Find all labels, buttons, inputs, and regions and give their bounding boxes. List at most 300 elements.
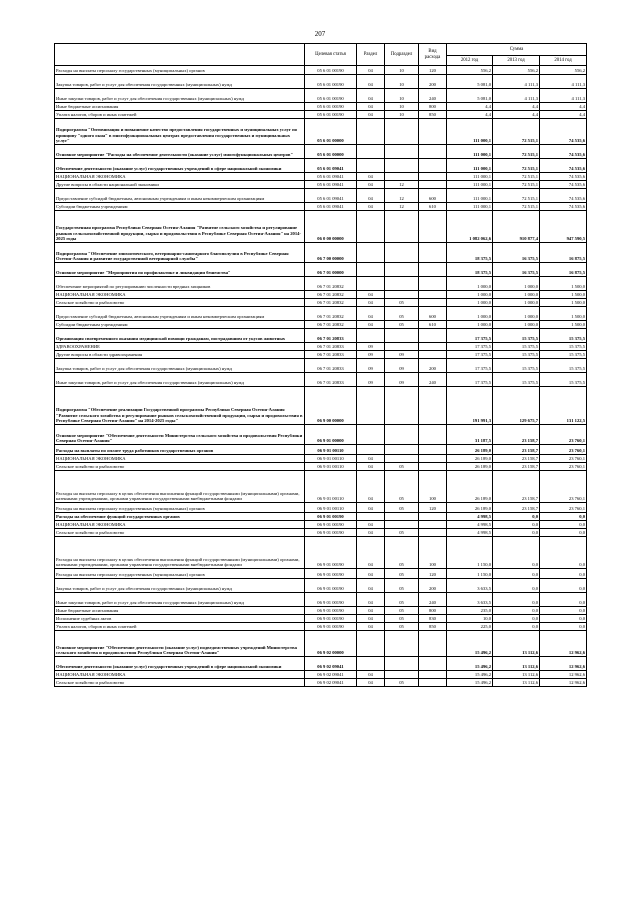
row-sum-2012: 5 081,0 — [447, 75, 493, 89]
row-sum-2012: 1 150,0 — [447, 537, 493, 569]
row-expense-type: 240 — [419, 89, 447, 103]
row-target: 06 9 00 00000 — [305, 387, 357, 425]
row-expense-type — [419, 211, 447, 243]
row-expense-type — [419, 631, 447, 657]
row-sum-2014: 15 375,5 — [540, 373, 587, 387]
row-name: Расходы на выплаты по оплате труда работников государственных органов — [55, 445, 305, 455]
row-name: Уплата налогов, сборов и иных платежей — [55, 623, 305, 631]
row-expense-type: 850 — [419, 623, 447, 631]
row-section: 04 — [357, 623, 385, 631]
row-section — [357, 329, 385, 343]
table-row — [55, 66, 587, 75]
row-section: 04 — [357, 203, 385, 211]
row-section — [357, 387, 385, 425]
row-name: Другие вопросы в области национальной экономики — [55, 181, 305, 189]
row-section: 04 — [357, 521, 385, 529]
row-sum-2013: 13 112,6 — [493, 631, 540, 657]
row-sum-2014: 74 535,6 — [540, 203, 587, 211]
row-section: 04 — [357, 66, 385, 75]
row-expense-type: 200 — [419, 359, 447, 373]
row-sum-2013: 0,0 — [493, 513, 540, 521]
row-sum-2014: 947 590,5 — [540, 211, 587, 243]
row-expense-type — [419, 671, 447, 679]
row-name: Основное мероприятие "Расходы на обеспечение деятельности (оказание услуг) многофункциональных центров" — [55, 145, 305, 159]
row-sum-2013: 23 158,7 — [493, 455, 540, 463]
table-row — [55, 359, 587, 373]
row-name: Расходы на выплаты персоналу в целях обеспечения выполнения функций государственными (муниципальными) органами, казенными учреждениями, органами управления государственными внебюджетными фондами — [55, 537, 305, 569]
row-section: 04 — [357, 291, 385, 299]
row-name: Сельское хозяйство и рыболовство — [55, 463, 305, 471]
row-sum-2013: 556,2 — [493, 66, 540, 75]
row-section: 04 — [357, 579, 385, 593]
table-row — [55, 513, 587, 521]
row-target: 06 7 01 20832 — [305, 321, 357, 329]
row-target: 06 7 01 00000 — [305, 263, 357, 277]
row-subsection: 09 — [385, 351, 419, 359]
header-section: Раздел — [357, 44, 385, 66]
row-sum-2014: 74 535,6 — [540, 119, 587, 145]
row-name: НАЦИОНАЛЬНАЯ ЭКОНОМИКА — [55, 455, 305, 463]
row-sum-2013: 4,4 — [493, 103, 540, 111]
row-name: НАЦИОНАЛЬНАЯ ЭКОНОМИКА — [55, 291, 305, 299]
row-expense-type: 120 — [419, 66, 447, 75]
row-section: 04 — [357, 181, 385, 189]
table-row — [55, 89, 587, 103]
row-section: 04 — [357, 569, 385, 579]
row-target: 06 9 01 00110 — [305, 463, 357, 471]
row-expense-type — [419, 159, 447, 173]
row-target: 06 7 01 20833 — [305, 373, 357, 387]
row-section — [357, 159, 385, 173]
table-row — [55, 111, 587, 119]
row-section: 04 — [357, 463, 385, 471]
row-expense-type — [419, 291, 447, 299]
table-row — [55, 119, 587, 145]
row-expense-type: 120 — [419, 503, 447, 513]
row-section: 04 — [357, 537, 385, 569]
row-expense-type: 610 — [419, 203, 447, 211]
table-row — [55, 623, 587, 631]
row-sum-2012: 17 375,5 — [447, 343, 493, 351]
row-name: Иные бюджетные ассигнования — [55, 103, 305, 111]
table-row — [55, 291, 587, 299]
row-sum-2013: 4 111,3 — [493, 75, 540, 89]
row-target: 06 9 01 00110 — [305, 471, 357, 503]
row-sum-2012: 1 082 062,6 — [447, 211, 493, 243]
row-sum-2014: 0,0 — [540, 529, 587, 537]
row-name: Основное мероприятие "Обеспечение деятельности Министерства сельского хозяйства и продовольствия Республики Северная Осетия-Алания" — [55, 425, 305, 445]
row-sum-2012: 17 375,5 — [447, 351, 493, 359]
table-row — [55, 569, 587, 579]
row-sum-2014: 23 760,1 — [540, 445, 587, 455]
row-sum-2013: 910 877,4 — [493, 211, 540, 243]
row-section — [357, 119, 385, 145]
row-target: 05 6 01 00190 — [305, 75, 357, 89]
row-expense-type — [419, 657, 447, 671]
table-row — [55, 671, 587, 679]
row-section — [357, 263, 385, 277]
row-subsection: 09 — [385, 359, 419, 373]
row-sum-2013: 1 000,0 — [493, 277, 540, 291]
row-subsection: 10 — [385, 89, 419, 103]
row-sum-2012: 17 375,5 — [447, 329, 493, 343]
row-name: Организация своевременного оказания медицинской помощи гражданам, пострадавшим от укусов животных — [55, 329, 305, 343]
row-expense-type: 830 — [419, 615, 447, 623]
row-expense-type — [419, 521, 447, 529]
row-name: Иные закупки товаров, работ и услуг для обеспечения государственных (муниципальных) нужд — [55, 89, 305, 103]
table-row — [55, 463, 587, 471]
table-row — [55, 203, 587, 211]
row-sum-2013: 0,0 — [493, 615, 540, 623]
row-sum-2014: 4,4 — [540, 111, 587, 119]
header-sum: Сумма — [447, 44, 587, 56]
row-sum-2013: 23 158,7 — [493, 463, 540, 471]
row-expense-type: 610 — [419, 321, 447, 329]
row-expense-type: 240 — [419, 373, 447, 387]
row-sum-2014: 16 875,5 — [540, 263, 587, 277]
row-sum-2014: 1 500,0 — [540, 307, 587, 321]
row-sum-2012: 225,0 — [447, 623, 493, 631]
row-target: 05 6 01 09041 — [305, 173, 357, 181]
row-sum-2012: 111 000,1 — [447, 203, 493, 211]
row-section: 04 — [357, 471, 385, 503]
row-section: 04 — [357, 503, 385, 513]
row-expense-type: 200 — [419, 579, 447, 593]
row-sum-2012: 18 375,5 — [447, 243, 493, 263]
row-expense-type: 600 — [419, 307, 447, 321]
row-target: 06 9 01 00190 — [305, 623, 357, 631]
row-subsection — [385, 425, 419, 445]
table-row — [55, 631, 587, 657]
row-subsection: 10 — [385, 111, 419, 119]
table-row — [55, 189, 587, 203]
row-sum-2014: 12 962,6 — [540, 657, 587, 671]
row-sum-2013: 23 158,7 — [493, 445, 540, 455]
row-target: 06 7 01 20832 — [305, 307, 357, 321]
row-sum-2013: 4 111,3 — [493, 89, 540, 103]
row-sum-2012: 15 496,2 — [447, 631, 493, 657]
row-subsection: 09 — [385, 373, 419, 387]
row-expense-type — [419, 329, 447, 343]
row-name: Обеспечение мероприятий по регулированию численности вредных хищников — [55, 277, 305, 291]
row-sum-2014: 4 111,3 — [540, 75, 587, 89]
row-subsection: 05 — [385, 569, 419, 579]
row-expense-type — [419, 173, 447, 181]
row-subsection: 10 — [385, 66, 419, 75]
row-sum-2014: 0,0 — [540, 569, 587, 579]
row-name: Сельское хозяйство и рыболовство — [55, 679, 305, 687]
row-target: 06 9 01 00190 — [305, 521, 357, 529]
row-name: Уплата налогов, сборов и иных платежей — [55, 111, 305, 119]
row-expense-type — [419, 513, 447, 521]
row-section — [357, 243, 385, 263]
row-sum-2012: 10,0 — [447, 615, 493, 623]
row-target: 06 7 01 20833 — [305, 351, 357, 359]
row-subsection: 05 — [385, 307, 419, 321]
row-sum-2014: 16 875,5 — [540, 243, 587, 263]
row-sum-2012: 4,4 — [447, 111, 493, 119]
table-row — [55, 211, 587, 243]
row-section — [357, 145, 385, 159]
row-subsection: 05 — [385, 321, 419, 329]
row-target: 05 6 01 00190 — [305, 89, 357, 103]
table-row — [55, 75, 587, 89]
row-sum-2012: 17 375,5 — [447, 373, 493, 387]
row-expense-type — [419, 277, 447, 291]
row-expense-type — [419, 445, 447, 455]
row-sum-2012: 26 189,0 — [447, 471, 493, 503]
table-row — [55, 471, 587, 503]
row-target: 06 7 01 20832 — [305, 291, 357, 299]
row-name: Закупка товаров, работ и услуг для обеспечения государственных (муниципальных) нужд — [55, 75, 305, 89]
row-sum-2013: 15 375,5 — [493, 343, 540, 351]
row-target: 06 9 01 00190 — [305, 537, 357, 569]
row-sum-2012: 15 496,2 — [447, 657, 493, 671]
row-sum-2013: 0,0 — [493, 521, 540, 529]
table-row — [55, 579, 587, 593]
row-subsection — [385, 277, 419, 291]
row-subsection — [385, 211, 419, 243]
row-sum-2014: 0,0 — [540, 615, 587, 623]
page-number: 207 — [314, 30, 326, 38]
row-section: 04 — [357, 103, 385, 111]
row-sum-2012: 1 000,0 — [447, 277, 493, 291]
row-sum-2012: 111 000,1 — [447, 189, 493, 203]
row-subsection — [385, 521, 419, 529]
row-sum-2014: 0,0 — [540, 537, 587, 569]
table-row — [55, 425, 587, 445]
table-row — [55, 455, 587, 463]
row-target: 05 6 01 09041 — [305, 181, 357, 189]
row-sum-2014: 74 535,6 — [540, 159, 587, 173]
row-name: Расходы на выплаты персоналу в целях обеспечения выполнения функций государственными (муниципальными) органами, казенными учреждениями, органами управления государственными внебюджетными фондами — [55, 471, 305, 503]
row-sum-2013: 72 515,1 — [493, 145, 540, 159]
row-sum-2014: 74 535,6 — [540, 181, 587, 189]
row-target: 05 6 01 00190 — [305, 66, 357, 75]
row-subsection: 05 — [385, 623, 419, 631]
row-section: 04 — [357, 89, 385, 103]
row-sum-2014: 23 760,1 — [540, 503, 587, 513]
row-section: 04 — [357, 173, 385, 181]
row-sum-2012: 26 189,0 — [447, 503, 493, 513]
row-name: Закупка товаров, работ и услуг для обеспечения государственных (муниципальных) нужд — [55, 359, 305, 373]
row-subsection — [385, 263, 419, 277]
row-subsection — [385, 343, 419, 351]
table-row — [55, 159, 587, 173]
row-expense-type: 200 — [419, 75, 447, 89]
row-section: 04 — [357, 307, 385, 321]
row-subsection — [385, 329, 419, 343]
budget-table — [54, 43, 587, 687]
row-subsection — [385, 173, 419, 181]
table-row — [55, 263, 587, 277]
row-section: 04 — [357, 321, 385, 329]
row-name: Закупка товаров, работ и услуг для обеспечения государственных (муниципальных) нужд — [55, 579, 305, 593]
row-subsection: 05 — [385, 299, 419, 307]
row-sum-2013: 0,0 — [493, 529, 540, 537]
row-subsection: 10 — [385, 75, 419, 89]
row-name: Исполнение судебных актов — [55, 615, 305, 623]
row-name: Предоставление субсидий бюджетным, автономным учреждениям и иным некоммерческим организациям — [55, 307, 305, 321]
row-target: 05 6 01 00190 — [305, 111, 357, 119]
row-target: 06 9 01 00190 — [305, 579, 357, 593]
row-expense-type — [419, 455, 447, 463]
row-name: Предоставление субсидий бюджетным, автономным учреждениям и иным некоммерческим организациям — [55, 189, 305, 203]
row-section: 04 — [357, 455, 385, 463]
row-subsection — [385, 243, 419, 263]
table-row — [55, 243, 587, 263]
row-sum-2013: 15 375,5 — [493, 351, 540, 359]
table-row — [55, 445, 587, 455]
row-expense-type: 600 — [419, 189, 447, 203]
row-sum-2012: 4 998,5 — [447, 521, 493, 529]
row-name: Иные бюджетные ассигнования — [55, 607, 305, 615]
row-sum-2013: 1 000,0 — [493, 307, 540, 321]
table-row — [55, 387, 587, 425]
table-row — [55, 329, 587, 343]
row-section: 09 — [357, 351, 385, 359]
row-target: 06 9 02 09041 — [305, 679, 357, 687]
row-expense-type — [419, 387, 447, 425]
row-subsection: 12 — [385, 189, 419, 203]
row-sum-2013: 0,0 — [493, 569, 540, 579]
row-target: 06 9 01 00190 — [305, 615, 357, 623]
row-sum-2012: 556,2 — [447, 66, 493, 75]
row-sum-2013: 72 515,1 — [493, 203, 540, 211]
row-target: 06 7 01 20833 — [305, 359, 357, 373]
row-name: Основное мероприятие "Обеспечение деятельности (оказание услуг) подведомственных учреждений Министерства сельского хозяйства и продовольствия Республики Северная Осетия-Алания" — [55, 631, 305, 657]
row-sum-2012: 111 000,1 — [447, 145, 493, 159]
row-subsection — [385, 671, 419, 679]
row-sum-2014: 12 962,6 — [540, 671, 587, 679]
row-sum-2012: 1 000,0 — [447, 299, 493, 307]
row-section: 09 — [357, 373, 385, 387]
table-row — [55, 503, 587, 513]
row-sum-2014: 12 962,6 — [540, 631, 587, 657]
row-target: 06 9 02 09041 — [305, 671, 357, 679]
row-sum-2014: 15 375,5 — [540, 329, 587, 343]
row-target: 06 7 01 20832 — [305, 277, 357, 291]
row-subsection: 12 — [385, 181, 419, 189]
row-sum-2014: 23 760,1 — [540, 425, 587, 445]
header-year-2012: 2012 год — [447, 56, 493, 66]
row-expense-type: 100 — [419, 471, 447, 503]
table-body — [55, 66, 587, 687]
row-sum-2012: 26 189,0 — [447, 455, 493, 463]
row-target: 05 6 01 09041 — [305, 203, 357, 211]
table-row — [55, 321, 587, 329]
row-name: Обеспечение деятельности (оказание услуг) государственных учреждений в сфере национальной экономики — [55, 159, 305, 173]
row-sum-2014: 74 535,6 — [540, 189, 587, 203]
row-sum-2014: 23 760,1 — [540, 463, 587, 471]
table-row — [55, 103, 587, 111]
row-sum-2012: 5 081,0 — [447, 89, 493, 103]
row-sum-2012: 1 000,0 — [447, 307, 493, 321]
row-name: Расходы на выплаты персоналу государственных (муниципальных) органов — [55, 503, 305, 513]
row-sum-2013: 1 000,0 — [493, 291, 540, 299]
row-name: Сельское хозяйство и рыболовство — [55, 529, 305, 537]
row-sum-2013: 72 515,1 — [493, 181, 540, 189]
row-sum-2012: 111 000,1 — [447, 119, 493, 145]
row-sum-2012: 4 998,5 — [447, 529, 493, 537]
row-sum-2014: 0,0 — [540, 607, 587, 615]
row-subsection: 05 — [385, 607, 419, 615]
row-target: 06 7 00 00000 — [305, 243, 357, 263]
row-sum-2013: 1 000,0 — [493, 299, 540, 307]
row-expense-type: 100 — [419, 537, 447, 569]
row-name: НАЦИОНАЛЬНАЯ ЭКОНОМИКА — [55, 521, 305, 529]
row-name: Иные закупки товаров, работ и услуг для обеспечения государственных (муниципальных) нужд — [55, 593, 305, 607]
row-sum-2012: 191 991,3 — [447, 387, 493, 425]
row-section — [357, 211, 385, 243]
table-row — [55, 181, 587, 189]
row-subsection: 05 — [385, 593, 419, 607]
row-expense-type — [419, 463, 447, 471]
table-row — [55, 351, 587, 359]
row-name: Подпрограмма "Обеспечение эпизоотического, ветеринарно-санитарного благополучия в Республике Северная Осетия-Алания и развитие государственной ветеринарной службы" — [55, 243, 305, 263]
row-sum-2013: 72 515,1 — [493, 173, 540, 181]
row-sum-2014: 0,0 — [540, 579, 587, 593]
row-sum-2014: 4,4 — [540, 103, 587, 111]
row-sum-2014: 556,2 — [540, 66, 587, 75]
row-subsection — [385, 119, 419, 145]
row-sum-2012: 17 375,5 — [447, 359, 493, 373]
row-subsection — [385, 513, 419, 521]
row-sum-2013: 13 112,6 — [493, 657, 540, 671]
table-row — [55, 373, 587, 387]
row-sum-2012: 3 633,5 — [447, 579, 493, 593]
table-row — [55, 299, 587, 307]
row-subsection — [385, 631, 419, 657]
row-target: 06 7 01 20833 — [305, 343, 357, 351]
row-target: 06 9 02 00000 — [305, 631, 357, 657]
row-expense-type — [419, 119, 447, 145]
row-sum-2013: 72 515,1 — [493, 119, 540, 145]
row-expense-type — [419, 425, 447, 445]
row-target: 05 6 01 09041 — [305, 159, 357, 173]
row-sum-2014: 74 535,6 — [540, 173, 587, 181]
row-sum-2013: 23 158,7 — [493, 425, 540, 445]
row-section: 04 — [357, 593, 385, 607]
row-sum-2014: 15 375,5 — [540, 351, 587, 359]
row-subsection — [385, 387, 419, 425]
row-sum-2014: 1 500,0 — [540, 299, 587, 307]
row-sum-2014: 1 500,0 — [540, 277, 587, 291]
row-name: Расходы на выплаты персоналу государственных (муниципальных) органов — [55, 66, 305, 75]
row-sum-2013: 15 375,5 — [493, 373, 540, 387]
row-subsection — [385, 291, 419, 299]
row-sum-2012: 26 189,0 — [447, 445, 493, 455]
row-section: 04 — [357, 189, 385, 203]
row-subsection: 05 — [385, 463, 419, 471]
row-subsection: 05 — [385, 471, 419, 503]
row-sum-2014: 0,0 — [540, 593, 587, 607]
row-sum-2014: 0,0 — [540, 513, 587, 521]
row-subsection: 05 — [385, 615, 419, 623]
row-target: 06 9 01 00190 — [305, 513, 357, 521]
row-name: Сельское хозяйство и рыболовство — [55, 299, 305, 307]
row-section: 04 — [357, 75, 385, 89]
row-subsection: 12 — [385, 203, 419, 211]
row-subsection: 05 — [385, 503, 419, 513]
row-sum-2013: 1 000,0 — [493, 321, 540, 329]
row-section: 04 — [357, 299, 385, 307]
row-subsection — [385, 159, 419, 173]
row-section: 04 — [357, 671, 385, 679]
row-subsection — [385, 145, 419, 159]
row-expense-type: 800 — [419, 607, 447, 615]
header-target: Целевая статья — [305, 44, 357, 66]
